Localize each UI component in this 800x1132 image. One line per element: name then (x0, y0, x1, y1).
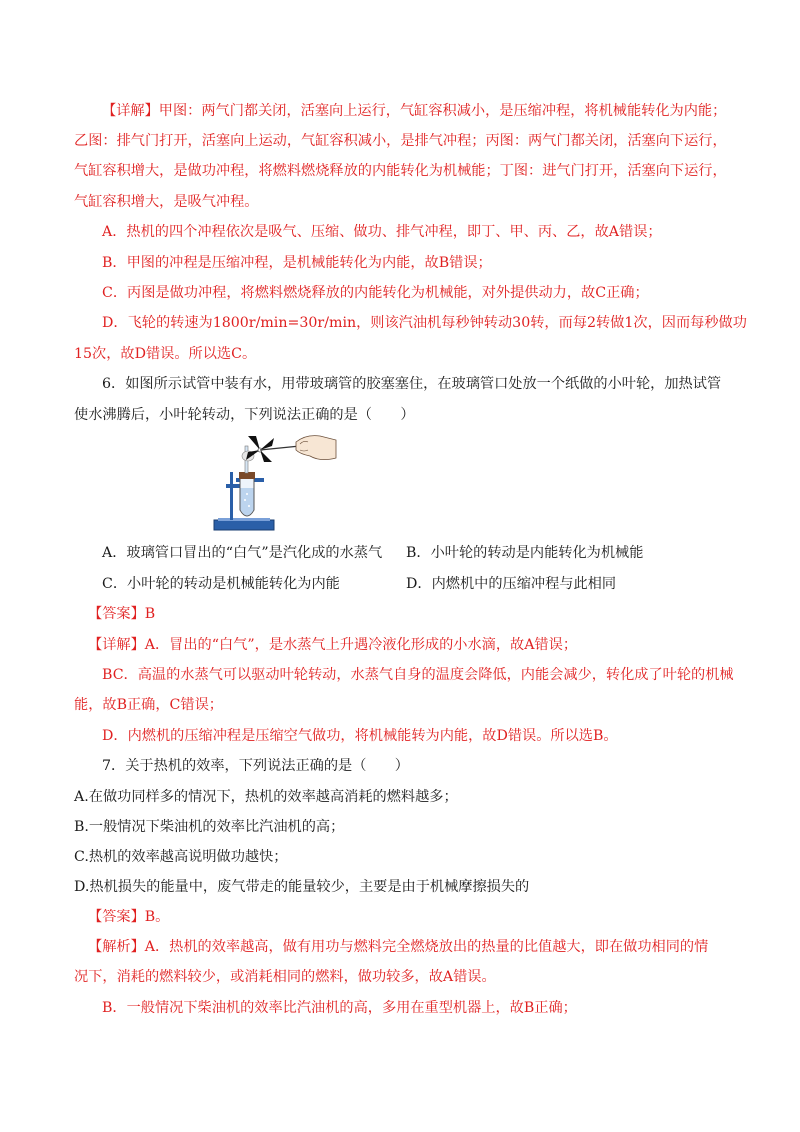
option-b-analysis: B．甲图的冲程是压缩冲程，是机械能转化为内能，故B错误； (102, 255, 492, 271)
q7-analysis-line-2: 况下，消耗的燃料较少，或消耗相同的燃料，做功较多，故A错误。 (74, 969, 496, 985)
option-d-analysis-cont: 15次，故D错误。所以选C。 (74, 346, 257, 362)
option-a-analysis: A．热机的四个冲程依次是吸气、压缩、做功、排气冲程，即丁、甲、丙、乙，故A错误； (102, 224, 662, 240)
option-d-analysis: D．飞轮的转速为1800r/min=30r/min，则该汽油机每秒钟转动30转，而每2转做1次，因而每秒做功 (102, 315, 747, 331)
stand-rod (230, 472, 233, 520)
q7-analysis-line-1: 【解析】A．热机的效率越高，做有用功与燃料完全燃烧放出的热量的比值越大，即在做功相同的情 (88, 939, 709, 955)
q7-option-d: D.热机损失的能量中，废气带走的能量较少，主要是由于机械摩擦损失的 (74, 879, 530, 895)
q6-answer: 【答案】B (88, 606, 156, 622)
explanation-line-3: 气缸容积增大，是做功冲程，将燃料燃烧释放的内能转化为机械能；丁图：进气门打开，活塞向下运行， (74, 163, 727, 179)
q7-option-b: B.一般情况下柴油机的效率比汽油机的高； (74, 819, 345, 835)
q6-option-b: B．小叶轮的转动是内能转化为机械能 (406, 545, 644, 561)
q7-option-a: A.在做功同样多的情况下，热机的效率越高消耗的燃料越多； (74, 789, 458, 805)
stand-base (214, 520, 274, 530)
option-c-analysis: C．丙图是做功冲程，将燃料燃烧释放的内能转化为机械能，对外提供动力，故C正确； (102, 285, 649, 301)
water (241, 488, 254, 516)
q7-answer: 【答案】B。 (88, 909, 170, 925)
q6-explanation-line-2: BC．高温的水蒸气可以驱动叶轮转动，水蒸气自身的温度会降低，内能会减少，转化成了叶轮的机械 (102, 667, 734, 683)
q6-explanation-line-1: 【详解】A．冒出的“白气”，是水蒸气上升遇冷液化形成的小水滴，故A错误； (88, 637, 578, 653)
stand-base-top (218, 518, 270, 521)
q6-option-a: A．玻璃管口冒出的“白气”是汽化成的水蒸气 (102, 545, 383, 561)
question-6-stem: 6．如图所示试管中装有水，用带玻璃管的胶塞塞住，在玻璃管口处放一个纸做的小叶轮，加热试管 (102, 376, 722, 392)
explanation-line-4: 气缸容积增大，是吸气冲程。 (74, 194, 259, 210)
q7-option-c: C.热机的效率越高说明做功越快； (74, 849, 288, 865)
hand (296, 436, 336, 460)
explanation-line-1: 【详解】甲图：两气门都关闭，活塞向上运行，气缸容积减小，是压缩冲程，将机械能转化为内能； (102, 103, 727, 119)
explanation-line-2: 乙图：排气门打开，活塞向上运动，气缸容积减小，是排气冲程；丙图：两气门都关闭，活塞向下运行， (74, 133, 727, 149)
q6-option-d: D．内燃机中的压缩冲程与此相同 (406, 576, 617, 592)
q6-explanation-line-4: D．内燃机的压缩冲程是压缩空气做功，将机械能转为内能，故D错误。所以选B。 (102, 728, 618, 744)
q7-analysis-line-3: B．一般情况下柴油机的效率比汽油机的高，多用在重型机器上，故B正确； (102, 1000, 577, 1016)
test-tube-pinwheel-figure (212, 432, 342, 540)
q6-explanation-line-3: 能，故B正确，C错误； (74, 697, 223, 713)
q6-option-c: C．小叶轮的转动是机械能转化为内能 (102, 576, 340, 592)
question-6-stem-cont: 使水沸腾后，小叶轮转动，下列说法正确的是（ ） (74, 407, 415, 423)
question-7-stem: 7．关于热机的效率，下列说法正确的是（ ） (102, 758, 409, 774)
